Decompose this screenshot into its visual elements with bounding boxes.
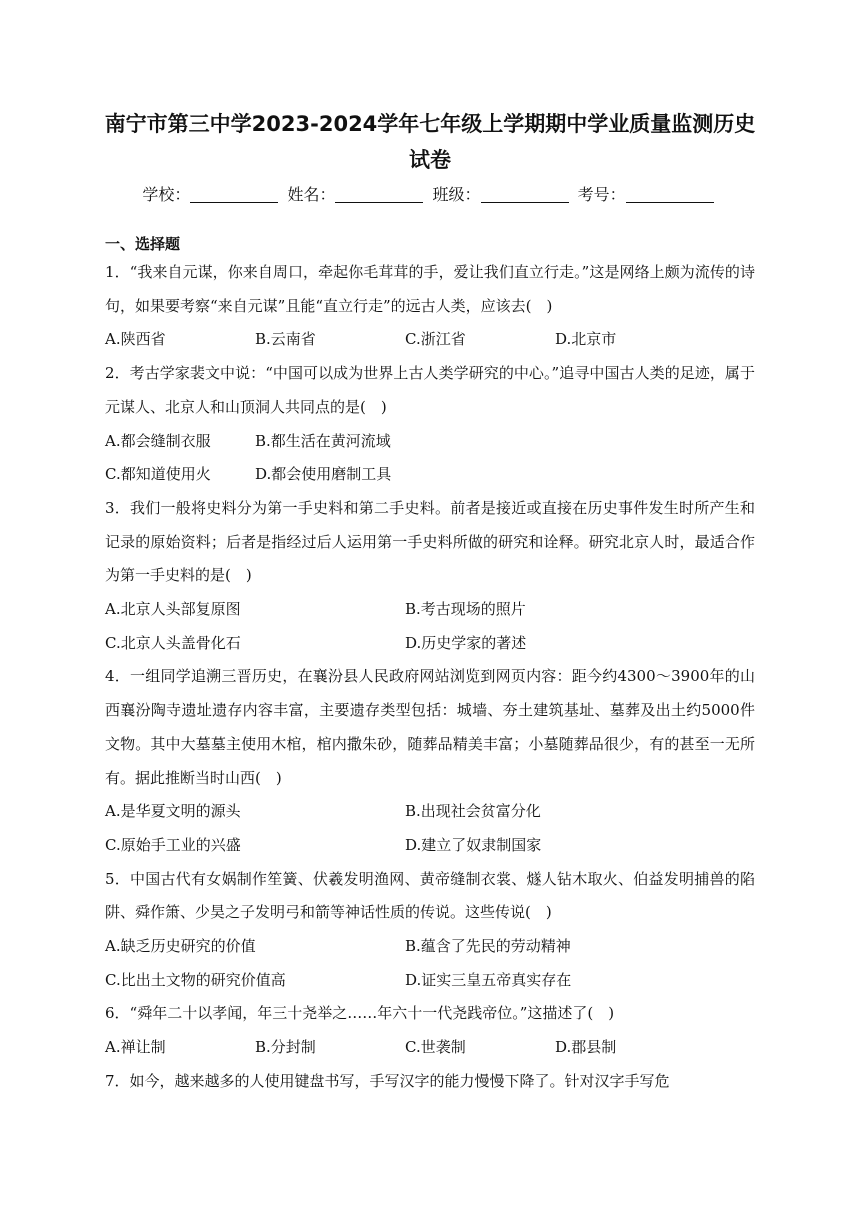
question-2-options-row-1 [105,425,755,459]
question-list [105,256,755,1099]
question-3-option-b[interactable]: B.考古现场的照片 [405,600,526,619]
question-1-option-a[interactable]: A.陕西省 [105,330,166,349]
question-2-option-d[interactable]: D.都会使用磨制工具 [255,465,392,484]
student-info-line [0,182,860,208]
question-4-option-a[interactable]: A.是华夏文明的源头 [105,802,241,821]
school-label: 学校： [142,185,191,204]
question-5-stem: 5．中国古代有女娲制作笙簧、伏羲发明渔网、黄帝缝制衣裳、燧人钻木取火、伯益发明捕兽的陷阱、舜作箫、少昊之子发明弓和箭等神话性质的传说。这些传说( ) [105,869,755,922]
question-5-options-row-2 [105,964,755,998]
question-4-option-d[interactable]: D.建立了奴隶制国家 [405,835,542,854]
question-4-option-b[interactable]: B.出现社会贫富分化 [405,802,541,821]
question-4-stem: 4．一组同学追溯三晋历史，在襄汾县人民政府网站浏览到网页内容：距今约4300～3900年的山西襄汾陶寺遗址遗存内容丰富，主要遗存类型包括：城墙、夯土建筑基址、墓葬及出土约5000件文物。其中大墓墓主使用木棺，棺内撒朱砂，随葬品精美丰富；小墓随葬品很少，有的甚至一无所有。据此推断当时山西( ) [105,667,755,787]
section-heading: 一、选择题 [105,235,181,253]
question-3-option-a[interactable]: A.北京人头部复原图 [105,600,241,619]
question-6-option-d[interactable]: D.郡县制 [555,1038,617,1057]
school-blank[interactable] [190,186,278,203]
question-2-option-b[interactable]: B.都生活在黄河流域 [255,431,391,450]
question-5-option-b[interactable]: B.蕴含了先民的劳动精神 [405,937,571,956]
exam-number-label: 考号： [577,185,626,204]
question-6-option-b[interactable]: B.分封制 [255,1038,316,1057]
question-4-option-c[interactable]: C.原始手工业的兴盛 [105,835,241,854]
question-1-option-c[interactable]: C.浙江省 [405,330,466,349]
exam-number-blank[interactable] [626,186,714,203]
question-3-option-c[interactable]: C.北京人头盖骨化石 [105,633,241,652]
question-5-option-d[interactable]: D.证实三皇五帝真实存在 [405,970,572,989]
question-1-option-b[interactable]: B.云南省 [255,330,316,349]
question-2-stem: 2．考古学家裴文中说：“中国可以成为世界上古人类学研究的中心。”追寻中国古人类的足迹，属于元谋人、北京人和山顶洞人共同点的是( ) [105,364,755,416]
question-2-options-row-2 [105,458,755,492]
question-1-options [105,323,755,357]
question-5-option-c[interactable]: C.比出土文物的研究价值高 [105,970,286,989]
question-6-option-a[interactable]: A.禅让制 [105,1038,166,1057]
class-label: 班级： [432,185,481,204]
page-title: 南宁市第三中学2023-2024学年七年级上学期期中学业质量监测历史试卷 [104,112,756,172]
question-4-options-row-1 [105,795,755,829]
question-5-option-a[interactable]: A.缺乏历史研究的价值 [105,937,256,956]
question-3-option-d[interactable]: D.历史学家的著述 [405,633,527,652]
question-2-option-a[interactable]: A.都会缝制衣服 [105,431,211,450]
question-5-options-row-1 [105,930,755,964]
question-3-options-row-2 [105,627,755,661]
question-3-options-row-1 [105,593,755,627]
question-6-options [105,1031,755,1065]
question-6-stem: 6．“舜年二十以孝闻，年三十尧举之……年六十一代尧践帝位。”这描述了( ) [105,1004,615,1023]
name-blank[interactable] [335,186,423,203]
question-4-options-row-2 [105,829,755,863]
question-6-option-c[interactable]: C.世袭制 [405,1038,466,1057]
question-7-stem: 7．如今，越来越多的人使用键盘书写，手写汉字的能力慢慢下降了。针对汉字手写危 [105,1071,670,1090]
name-label: 姓名： [287,185,336,204]
question-3-stem: 3．我们一般将史料分为第一手史料和第二手史料。前者是接近或直接在历史事件发生时所产生和记录的原始资料；后者是指经过后人运用第一手史料所做的研究和诠释。研究北京人时，最适合作为第一手史料的是( ) [105,498,755,585]
question-1-option-d[interactable]: D.北京市 [555,330,617,349]
question-2-option-c[interactable]: C.都知道使用火 [105,465,211,484]
question-1-stem: 1．“我来自元谋，你来自周口，牵起你毛茸茸的手，爱让我们直立行走。”这是网络上颇为流传的诗句，如果要考察“来自元谋”且能“直立行走”的远古人类，应该去( ) [105,263,755,315]
class-blank[interactable] [481,186,569,203]
